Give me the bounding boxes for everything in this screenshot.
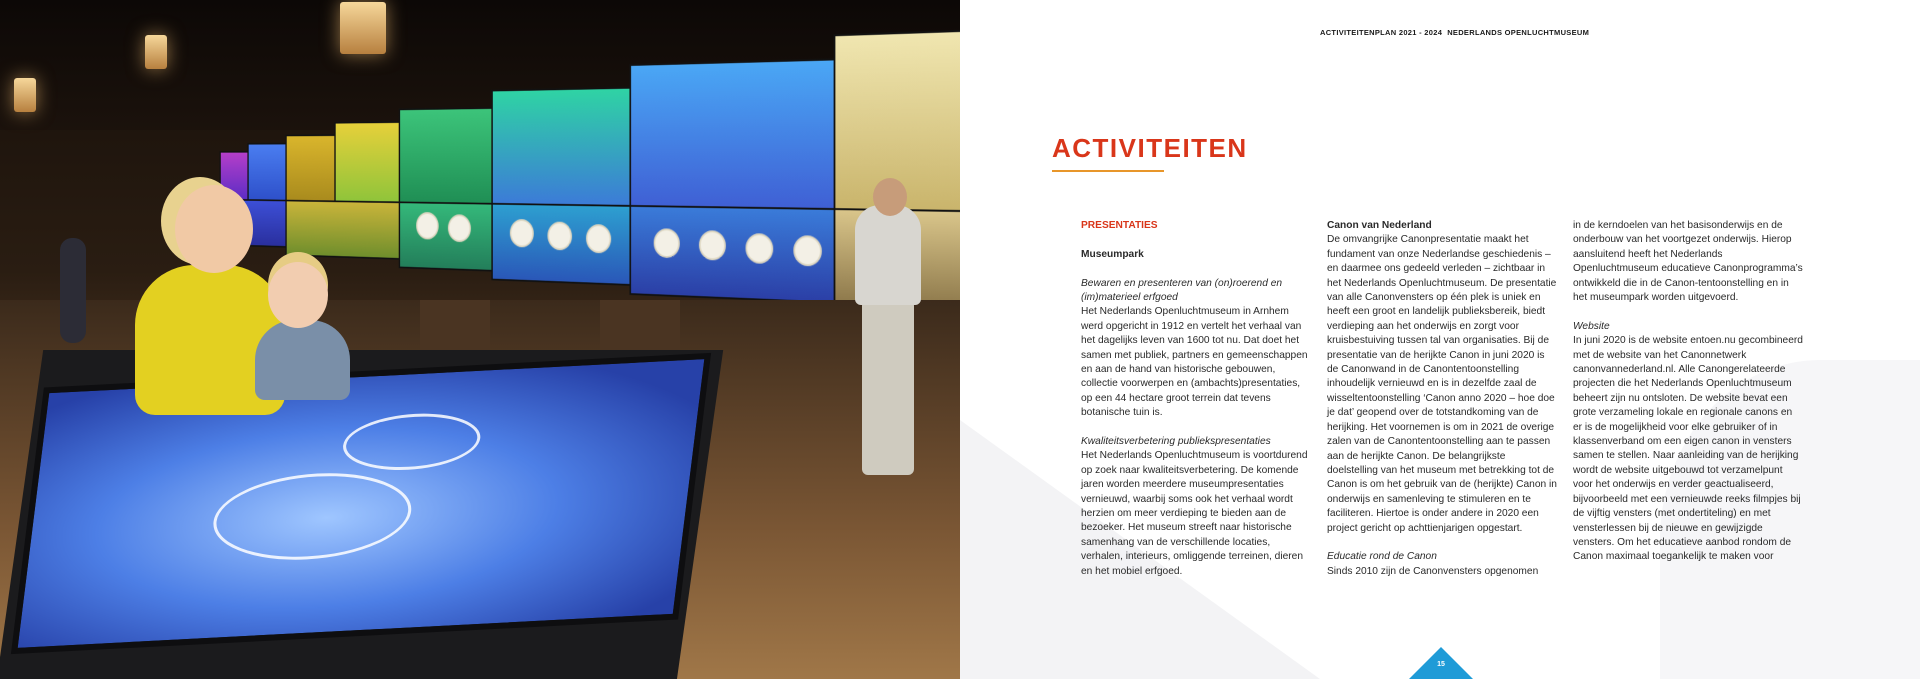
paragraph-title: Bewaren en presenteren van (on)roerend en (im)materieel erfgoed — [1081, 277, 1283, 303]
wall-panel — [491, 87, 632, 209]
photo-lamp — [145, 35, 167, 69]
wall-chip — [416, 212, 439, 240]
girl-figure-head — [175, 185, 253, 273]
wall-panel — [334, 121, 401, 205]
wall-chip — [547, 221, 572, 250]
paragraph: Het Nederlands Openluchtmuseum in Arnhem werd opgericht in 1912 en vertelt het verhaal van het dagelijks leven van 1600 tot nu. Dat doet het samen met publiek, partners en gemeenschappen en aan de hand van historische gebouwen, collectie voorwerpen en (ambachts)presentaties, op een 44 hectare groot terrein dat tevens botanische tuin is. — [1081, 306, 1308, 419]
paragraph: Sinds 2010 zijn de Canonvensters opgenomen — [1327, 565, 1539, 577]
section-label: PRESENTATIES — [1081, 220, 1158, 231]
wall-chip — [654, 228, 680, 258]
wall-panel — [399, 201, 495, 271]
visitor-figure — [60, 238, 86, 343]
man-figure-head — [873, 178, 907, 216]
paragraph-title: Educatie rond de Canon — [1327, 551, 1437, 563]
wall-chip — [699, 230, 726, 261]
wall-chip — [586, 224, 611, 253]
man-figure-body — [855, 205, 921, 305]
screen-circle — [208, 468, 416, 564]
wall-panel — [285, 134, 337, 204]
text-page — [960, 0, 1920, 679]
paragraph: De omvangrijke Canonpresentatie maakt het fundament van onze Nederlandse geschiedenis – en daarmee ons gedeeld verleden – zichtbaar in het Nederlands Openluchtmuseum. De presentatie van alle Canonvensters op één plek is uniek en heeft een groot en landelijk publieksbereik, biedt verdieping aan het onderwijs en zorgt voor kruisbestuiving tussen tal van organisaties. Bij de presentatie van de herijkte Canon in juni 2020 is de Canonwand in de Canontentoonstelling inhoudelijk vernieuwd en is in dezelfde zaal de wisseltentoonstelling ‘Canon anno 2020 – hoe doe je dat’ geopend over de totstandkoming van de herijking. Het voornemen is om in 2021 de overige zalen van de Canontentoonstelling aan te passen aan de herijkte Canon. De belangrijkste doelstelling van het museum met betrekking tot de Canon is om het gebruik van de (herijkte) Canon in onderwijs en samenleving te stimuleren en te faciliteren. Hiertoe is onder andere in 2020 een project gericht op achttienjarigen opgestart. — [1327, 234, 1557, 534]
wall-panel — [285, 200, 401, 260]
running-subtitle: NEDERLANDS OPENLUCHTMUSEUM — [1447, 28, 1590, 37]
table-touchscreen — [11, 353, 711, 654]
paragraph-title: Website — [1573, 320, 1610, 332]
wall-panel — [399, 107, 495, 206]
paragraph-title: Kwaliteitsverbetering publiekspresentaties — [1081, 436, 1271, 448]
wall-chip — [793, 235, 821, 266]
text-column-3 — [1573, 219, 1803, 565]
running-title: ACTIVITEITENPLAN 2021 - 2024 — [1320, 28, 1443, 37]
wall-chip — [448, 214, 471, 242]
running-header — [1320, 28, 1589, 37]
title-underline — [1052, 170, 1164, 172]
wall-chip — [746, 233, 774, 264]
wall-panel — [629, 58, 837, 212]
boy-figure-head — [268, 262, 328, 328]
video-wall — [220, 10, 960, 300]
paragraph: Het Nederlands Openluchtmuseum is voortdurend op zoek naar kwaliteitsverbetering. De komende jaren worden meerdere museumpresentaties vernieuwd, waarbij soms ook het verhaal wordt herzien om meer verdieping te bieden aan de bezoeker. Het museum streeft naar historische samenhang van de verschillende locaties, verhalen, interieurs, omliggende terreinen, dieren en het mobiel erfgoed. — [1081, 450, 1308, 577]
text-column-2 — [1327, 219, 1557, 579]
wall-panel — [247, 143, 288, 203]
photo-lamp — [14, 78, 36, 112]
page-number: 15 — [1437, 661, 1445, 668]
subheading: Canon van Nederland — [1327, 220, 1432, 231]
paragraph: In juni 2020 is de website entoen.nu gecombineerd met de website van het Canonnetwerk canonvannederland.nl. Alle Canongerelateerde projecten die het Nederlands Openluchtmuseum beheert zijn nu ontsloten. De website bevat een grote verzameling lokale en regionale canons en er is de mogelijkheid voor elke gebruiker of in klassenverband om een eigen canon in vensters samen te stellen. Naar aanleiding van de herijking wordt de website uitgebouwd tot verzamelpunt voor het onderwijs en verder geactualiseerd, bijvoorbeeld met een vernieuwde reeks filmpjes bij de vijftig vensters (met ondertiteling) en met vensterlessen bij de nieuwe en gewijzigde vensters. Om het educatieve aanbod rondom de Canon maximaal toegankelijk te maken voor — [1573, 335, 1803, 563]
text-column-1 — [1081, 219, 1311, 579]
screen-circle — [340, 410, 484, 473]
page-title: ACTIVITEITEN — [1052, 133, 1248, 163]
man-figure-legs — [862, 300, 914, 475]
subheading: Museumpark — [1081, 248, 1144, 260]
paragraph: in de kerndoelen van het basisonderwijs en de onderbouw van het voortgezet onderwijs. Hierop aansluitend heeft het Nederlands Openluchtmuseum educatieve Canonprogramma’s ontwikkeld die in de Canon-tentoonstelling en in het museumpark worden uitgevoerd. — [1573, 220, 1803, 304]
wall-chip — [510, 219, 534, 248]
boy-figure-body — [255, 320, 350, 400]
